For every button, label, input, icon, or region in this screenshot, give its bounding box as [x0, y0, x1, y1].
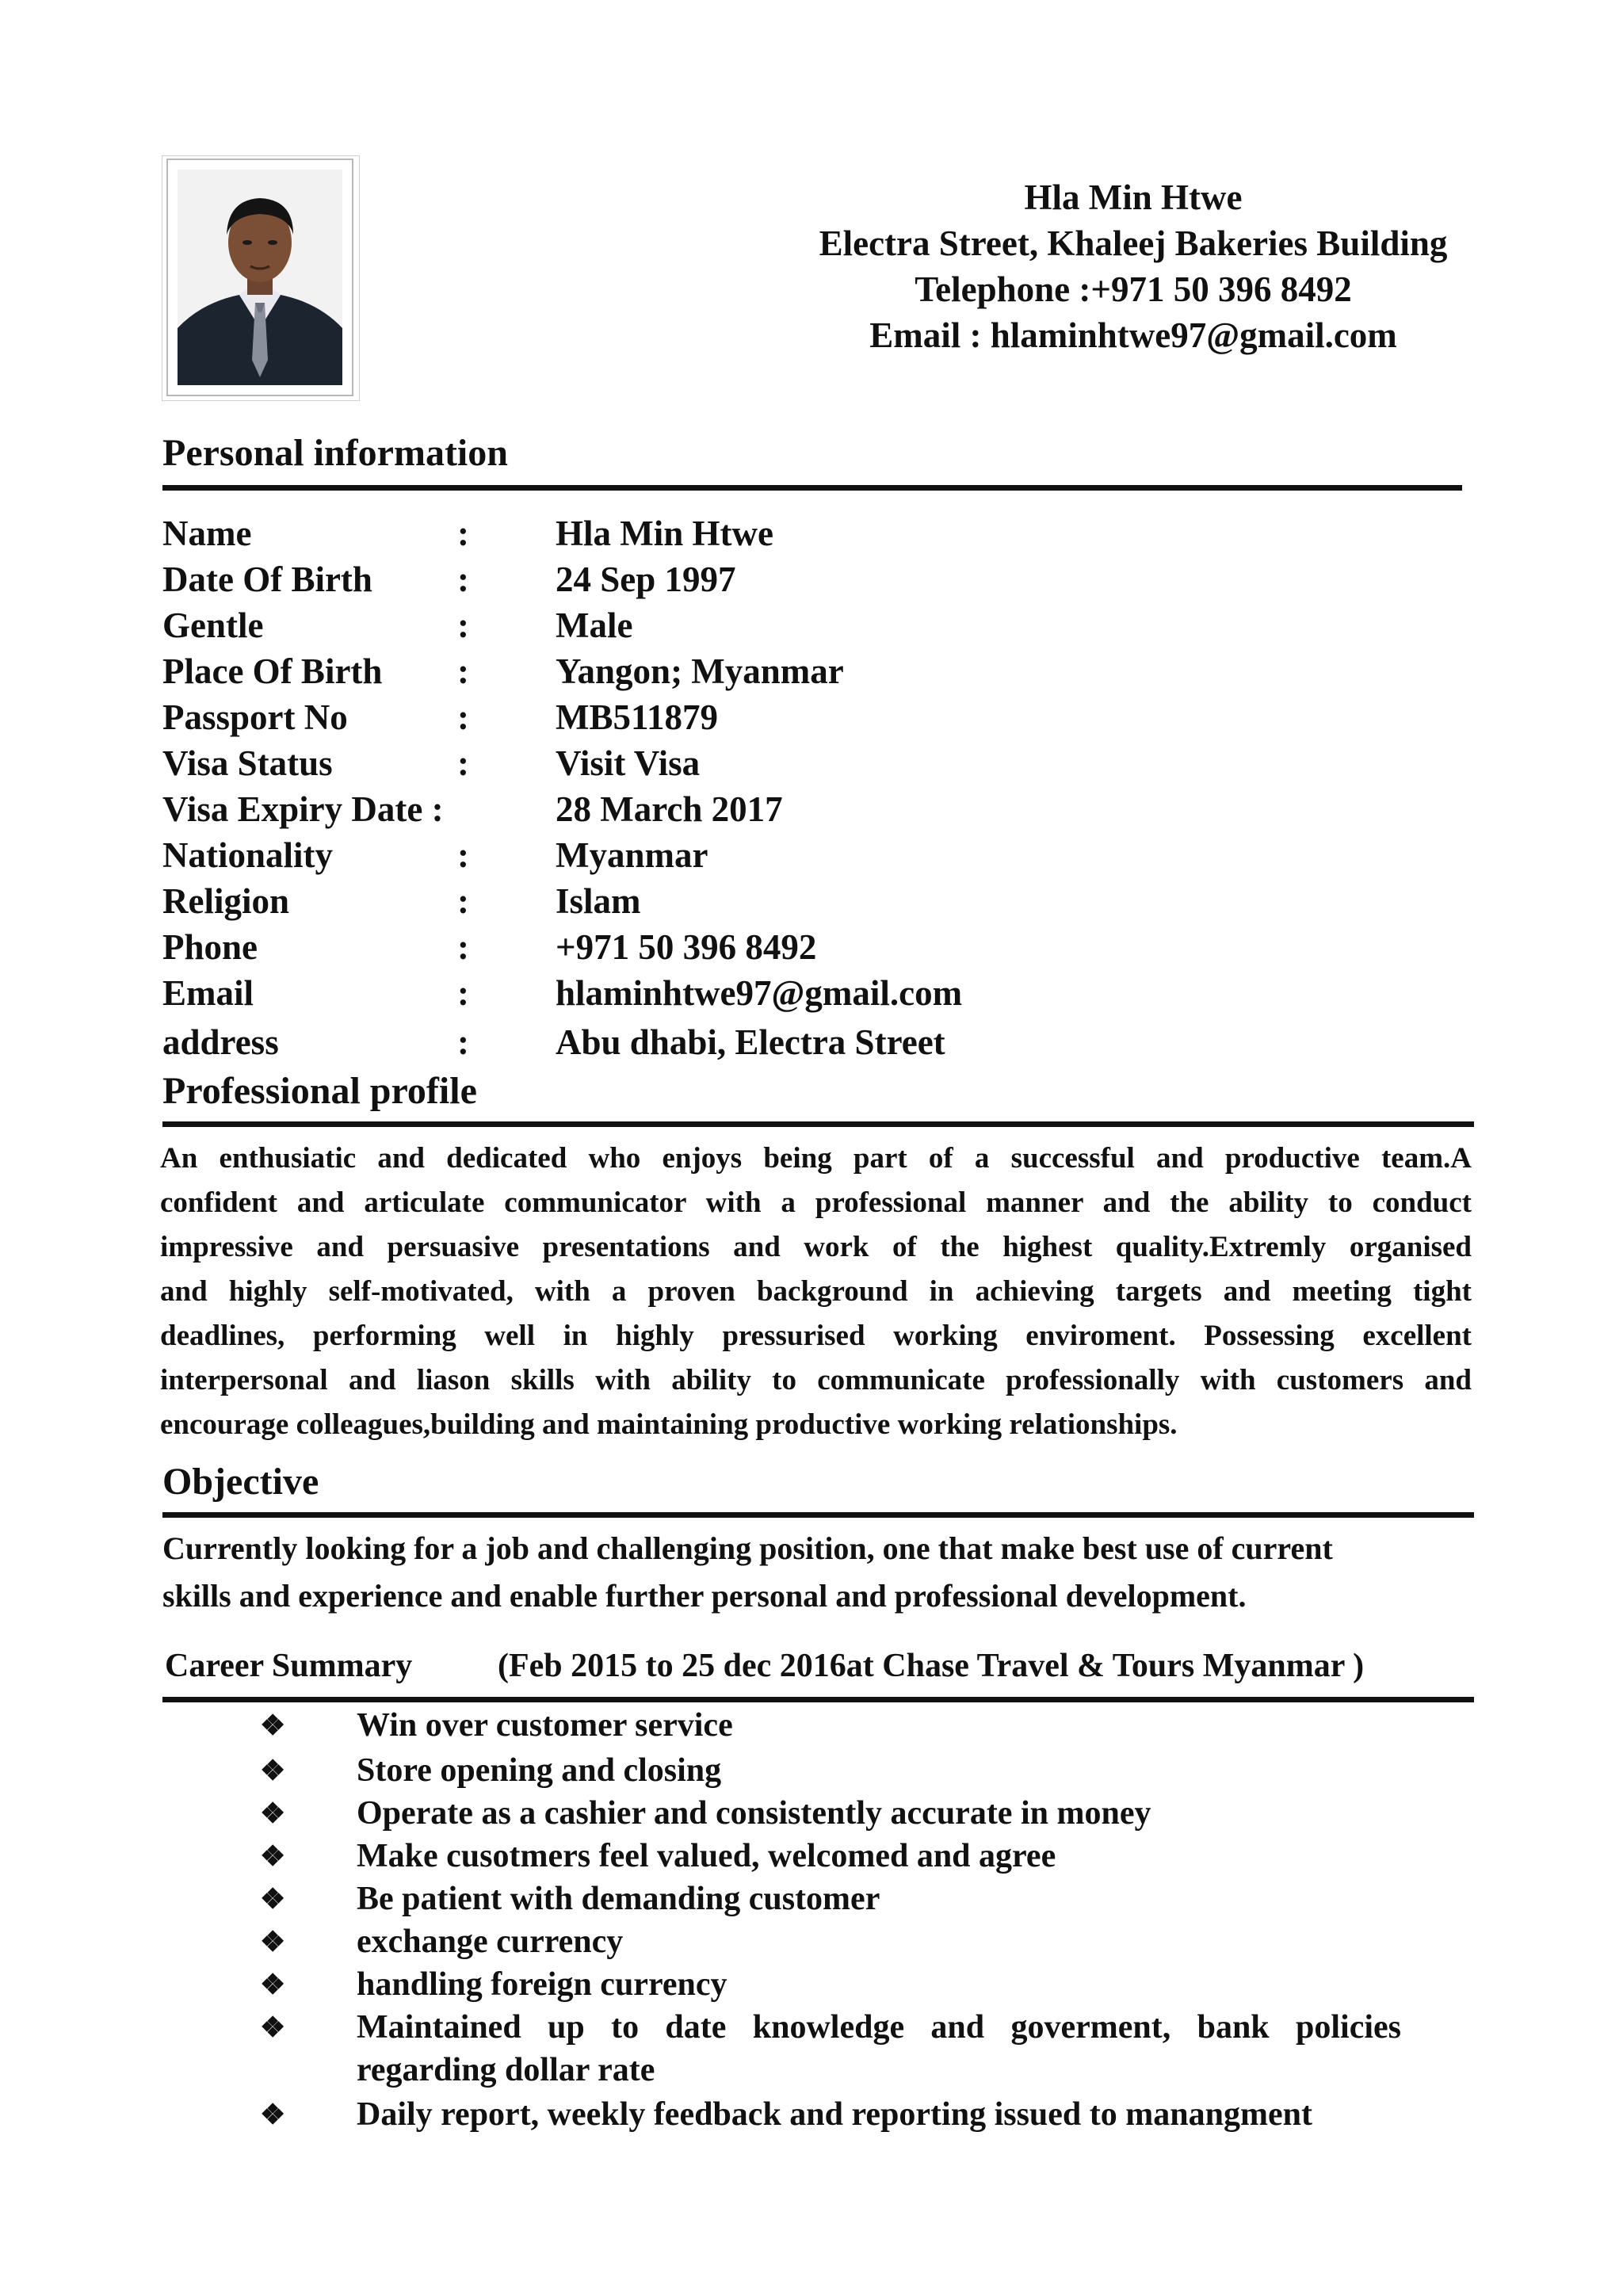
info-value: MB511879: [556, 697, 719, 737]
info-colon: :: [457, 651, 469, 691]
contact-telephone: Telephone :+971 50 396 8492: [915, 269, 1352, 309]
list-item-text: Make cusotmers feel valued, welcomed and agree: [357, 1838, 1056, 1874]
info-row: [162, 511, 1272, 557]
paragraph-line: An enthusiatic and dedicated who enjoys being part of a successful and productive team.A: [160, 1142, 1472, 1175]
objective-paragraph: [162, 1525, 1474, 1620]
list-item-text: Store opening and closing: [357, 1752, 722, 1789]
career-bullet-list: [260, 1704, 1401, 2148]
info-value: Abu dhabi, Electra Street: [556, 1022, 945, 1062]
section-title-personal: Personal information: [162, 432, 508, 474]
info-value: Yangon; Myanmar: [556, 651, 844, 691]
section-title-objective: Objective: [162, 1461, 319, 1503]
info-colon: :: [457, 743, 469, 783]
info-row: [162, 925, 1272, 971]
info-row: [162, 557, 1272, 603]
person-portrait-icon: [178, 170, 342, 385]
info-label: Religion: [162, 881, 290, 921]
list-item-text: Daily report, weekly feedback and reporting issued to manangment: [357, 2096, 1312, 2133]
info-colon: :: [457, 514, 469, 553]
list-item-text: regarding dollar rate: [357, 2052, 655, 2088]
diamond-bullet-icon: ❖: [260, 1926, 286, 1958]
list-item-text: Win over customer service: [357, 1707, 733, 1744]
info-value: Male: [556, 606, 633, 645]
section-divider: [162, 1121, 1474, 1127]
info-row: [162, 603, 1272, 649]
info-value: 28 March 2017: [556, 789, 783, 829]
info-colon: :: [457, 1022, 469, 1062]
info-row: [162, 741, 1272, 787]
list-item-text: Be patient with demanding customer: [357, 1881, 880, 1917]
info-value: +971 50 396 8492: [556, 927, 817, 967]
list-item-text: exchange currency: [357, 1924, 624, 1960]
contact-email: Email : hlaminhtwe97@gmail.com: [869, 315, 1397, 355]
paragraph-line: impressive and persuasive presentations and work of the highest quality.Extremly organised: [160, 1231, 1472, 1263]
section-divider: [162, 1697, 1474, 1702]
info-colon: :: [457, 697, 469, 737]
info-label: Passport No: [162, 697, 348, 737]
contact-header: [785, 174, 1482, 358]
info-colon: :: [457, 973, 469, 1013]
info-row: [162, 787, 1272, 833]
list-item-text: Maintained up to date knowledge and goverment, bank policies: [357, 2009, 1401, 2046]
paragraph-line: encourage colleagues,building and maintaining productive working relationships.: [160, 1408, 1178, 1441]
info-value: Myanmar: [556, 835, 708, 875]
profile-paragraph: [160, 1137, 1472, 1447]
info-row: [162, 649, 1272, 695]
info-row: [162, 833, 1272, 879]
info-value: hlaminhtwe97@gmail.com: [556, 973, 963, 1013]
info-row: [162, 1020, 1272, 1066]
paragraph-line: confident and articulate communicator with a professional manner and the ability to conduct: [160, 1186, 1472, 1219]
diamond-bullet-icon: ❖: [260, 2011, 286, 2043]
career-period: (Feb 2015 to 25 dec 2016at Chase Travel & Tours Myanmar ): [498, 1648, 1365, 1684]
paragraph-line: deadlines, performing well in highly pressurised working enviroment. Possessing excellent: [160, 1320, 1472, 1352]
profile-photo: [166, 159, 353, 396]
info-label: Phone: [162, 927, 258, 967]
list-item-text: Operate as a cashier and consistently accurate in money: [357, 1795, 1151, 1832]
section-divider: [162, 485, 1462, 491]
section-divider: [162, 1512, 1474, 1518]
info-value: Hla Min Htwe: [556, 514, 773, 553]
info-colon: :: [457, 927, 469, 967]
diamond-bullet-icon: ❖: [260, 1969, 286, 2000]
info-value: Islam: [556, 881, 641, 921]
career-summary-title: Career Summary: [165, 1648, 413, 1684]
contact-address: Electra Street, Khaleej Bakeries Building: [819, 223, 1448, 263]
paragraph-line: interpersonal and liason skills with ability to communicate professionally with customers and: [160, 1364, 1472, 1396]
info-label: Visa Status: [162, 743, 333, 783]
info-row: [162, 971, 1272, 1017]
candidate-name: Hla Min Htwe: [1024, 178, 1243, 217]
section-title-profile: Professional profile: [162, 1070, 477, 1112]
info-colon: :: [457, 835, 469, 875]
info-value: 24 Sep 1997: [556, 560, 736, 599]
info-colon: :: [457, 606, 469, 645]
list-item-text: handling foreign currency: [357, 1966, 727, 2003]
diamond-bullet-icon: ❖: [260, 1710, 286, 1741]
info-label: Date Of Birth: [162, 560, 372, 599]
info-label: Email: [162, 973, 254, 1013]
diamond-bullet-icon: ❖: [260, 1883, 286, 1915]
diamond-bullet-icon: ❖: [260, 2099, 286, 2130]
info-label: Gentle: [162, 606, 264, 645]
info-label: Visa Expiry Date :: [162, 789, 444, 829]
paragraph-line: skills and experience and enable further personal and professional development.: [162, 1578, 1247, 1614]
info-row: [162, 879, 1272, 925]
diamond-bullet-icon: ❖: [260, 1840, 286, 1872]
info-value: Visit Visa: [556, 743, 701, 783]
info-label: Name: [162, 514, 252, 553]
diamond-bullet-icon: ❖: [260, 1755, 286, 1786]
info-row: [162, 695, 1272, 741]
paragraph-line: Currently looking for a job and challenging position, one that make best use of current: [162, 1530, 1333, 1566]
info-label: Nationality: [162, 835, 334, 875]
info-label: Place Of Birth: [162, 651, 383, 691]
paragraph-line: and highly self-motivated, with a proven background in achieving targets and meeting tight: [160, 1275, 1472, 1308]
diamond-bullet-icon: ❖: [260, 1797, 286, 1829]
info-colon: :: [457, 560, 469, 599]
info-colon: :: [457, 881, 469, 921]
info-label: address: [162, 1022, 279, 1062]
